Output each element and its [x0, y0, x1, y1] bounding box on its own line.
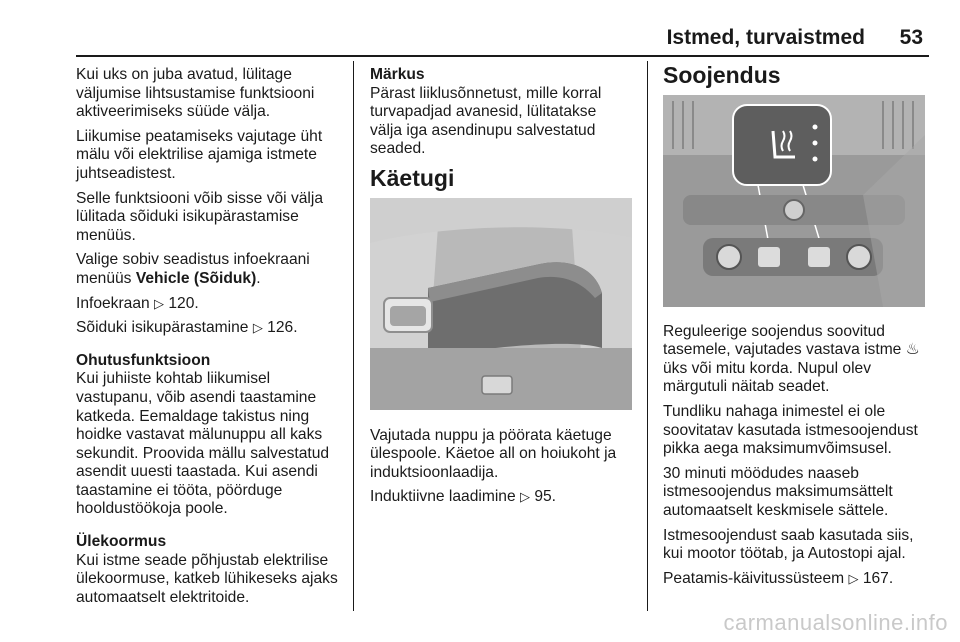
- page-ref-arrow-icon: ▷: [252, 320, 263, 336]
- page-ref-infoekraan[interactable]: Infoekraan ▷ 120.: [76, 294, 199, 312]
- armrest-illustration: [370, 198, 632, 410]
- column-1: [76, 66, 344, 613]
- column-divider-1: [353, 61, 354, 611]
- heading-armrest: Käetugi: [370, 164, 455, 191]
- paragraph: Valige sobiv seadistus infoekraani menüüs Vehicle (Sõiduk).: [76, 251, 310, 287]
- page-ref-arrow-icon: ▷: [519, 489, 530, 505]
- paragraph: Tundliku nahaga inimestel ei ole soovitatav kasutada istmesoojendust pikka aega maksimumvõimsusel.: [663, 402, 918, 458]
- paragraph: 30 minuti möödudes naaseb istmesoojendus maksimumsättelt automaatselt keskmisele sättele.: [663, 464, 893, 519]
- menu-name: Vehicle (Sõiduk): [135, 269, 257, 287]
- page-ref-peatamis[interactable]: Peatamis-käivitussüsteem ▷ 167.: [663, 569, 894, 587]
- paragraph: Kui juhiiste kohtab liikumisel vastupanu, võib asendi taastamine katkeda. Eemaldage takistus ning hoidke vastavat mälunuppu all kaks sekundit. Proovida mällu salvestatud asendit uuesti taastada. Kui asendi taastamine ei tööta, pöörduge hooldustöökoja poole.: [76, 370, 330, 518]
- paragraph: Liikumise peatamiseks vajutage üht mälu või elektrilise ajamiga istmete juhtseadistest.: [76, 127, 323, 182]
- paragraph: Vajutada nuppu ja pöörata käetuge ülespoole. Käetoe all on hoiukoht ja induktsioonlaadija.: [370, 426, 617, 481]
- watermark: carmanualsonline.info: [723, 610, 948, 635]
- page-ref-arrow-icon: ▷: [848, 570, 859, 586]
- column-2: [370, 66, 632, 513]
- page-number: 53: [899, 26, 923, 49]
- note-heading: Märkus: [370, 66, 425, 83]
- paragraph: Istmesoojendust saab kasutada siis, kui mootor töötab, ja Autostopi ajal.: [663, 526, 914, 563]
- page-ref-isikuparastamine[interactable]: Sõiduki isikupärastamine ▷ 126.: [76, 319, 298, 337]
- page-header: [76, 26, 929, 52]
- paragraph: Reguleerige soojendus soovitud tasemele, vajutades vastava istme ♨ üks või mitu korda. Nupul olev märgutuli näitab seadet.: [663, 322, 920, 396]
- column-3: [663, 62, 931, 594]
- paragraph: Selle funktsiooni võib sisse või välja lülitada sõiduki isikupärastamise menüüs.: [76, 189, 324, 244]
- header-rule: [76, 55, 929, 57]
- page-ref-laadimine[interactable]: Induktiivne laadimine ▷ 95.: [370, 488, 556, 506]
- page-ref-arrow-icon: ▷: [154, 295, 165, 311]
- paragraph: Kui uks on juba avatud, lülitage väljumise lihtsustamise funktsiooni aktiveerimiseks süüde välja.: [76, 66, 315, 121]
- seat-heating-icon: ♨: [905, 341, 920, 359]
- subheading-overload: Ülekoormus: [76, 533, 167, 551]
- heading-heating: Soojendus: [663, 62, 781, 88]
- column-divider-2: [647, 61, 648, 611]
- note-text: Pärast liiklusõnnetust, mille korral turvapadjad avanesid, lülitatakse välja iga asendinupu salvestatud seaded.: [370, 84, 602, 158]
- section-title: Istmed, turvaistmed: [666, 26, 865, 49]
- subheading-safety: Ohutusfunktsioon: [76, 351, 211, 369]
- paragraph: Kui istme seade põhjustab elektrilise ülekoormuse, katkeb lühikeseks ajaks automaatselt elektritoide.: [76, 551, 338, 606]
- seat-heating-illustration: [663, 95, 925, 307]
